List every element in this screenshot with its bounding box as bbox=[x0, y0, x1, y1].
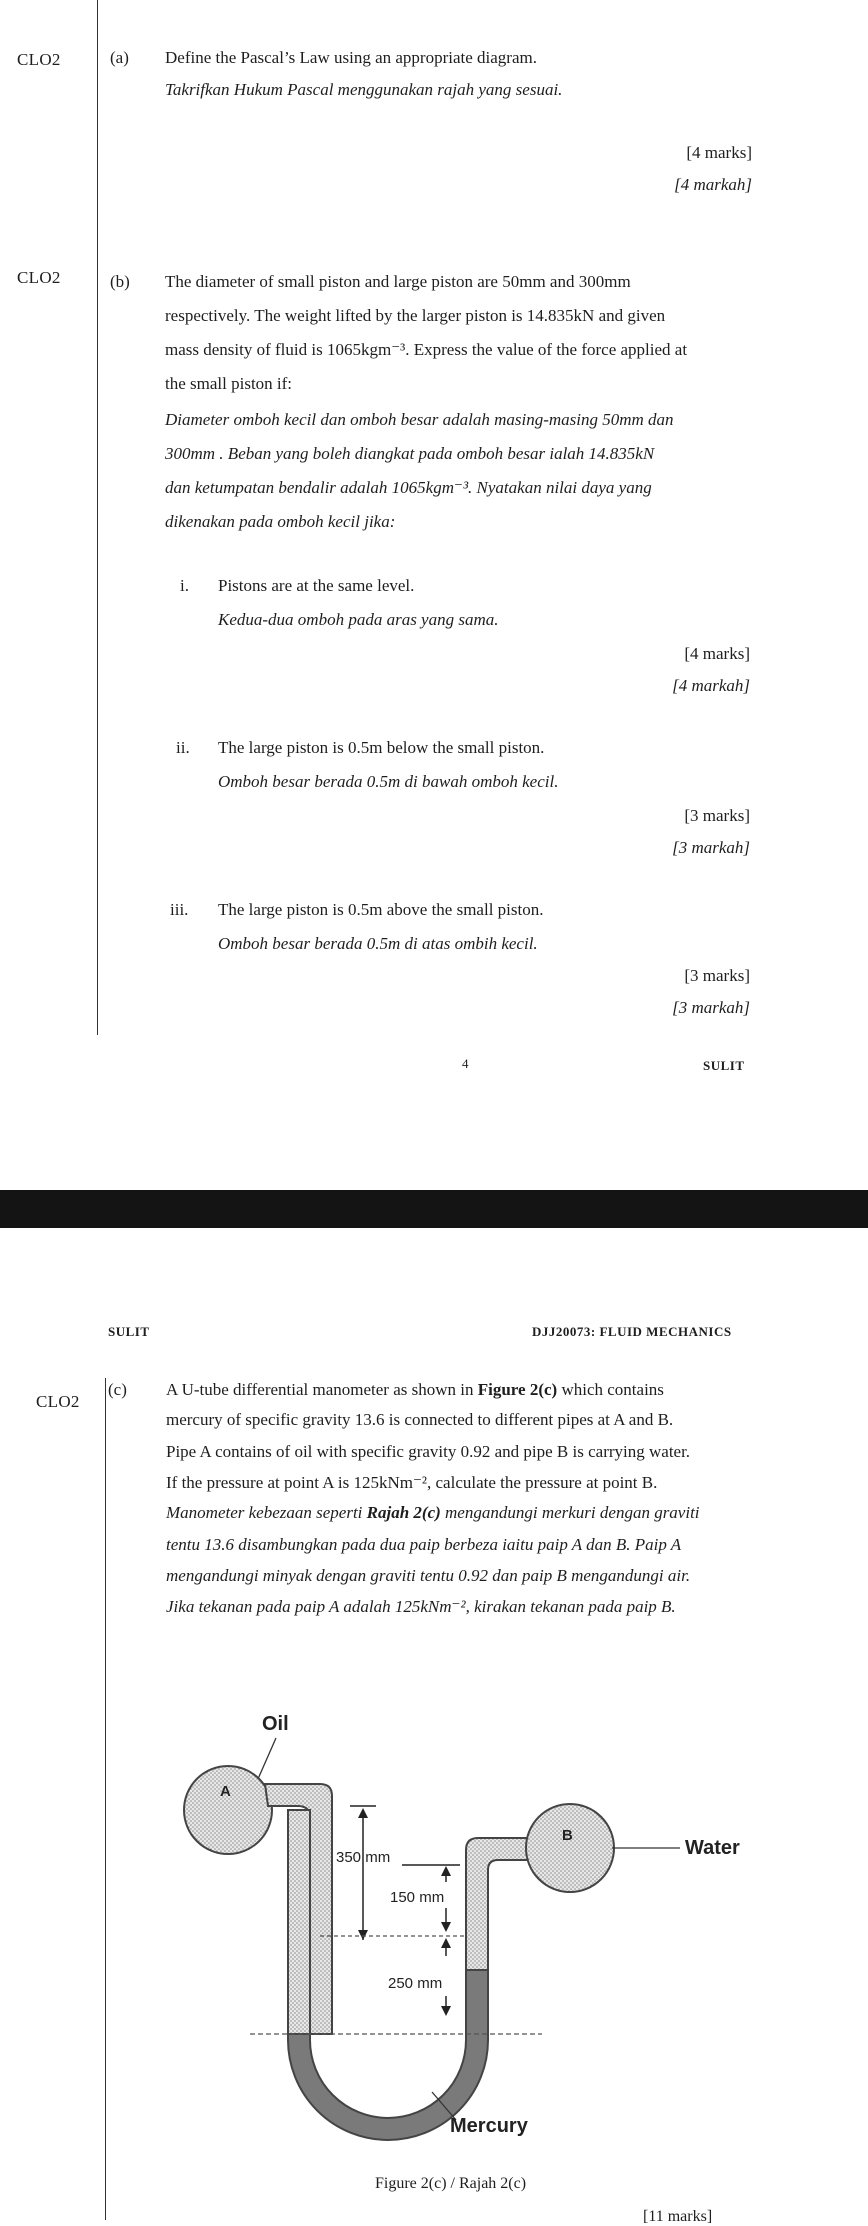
question-b-en-line: mass density of fluid is 1065kgm⁻³. Express the value of the force applied at bbox=[165, 340, 688, 359]
question-a-english: Define the Pascal’s Law using an appropriate diagram. bbox=[165, 48, 537, 67]
label-water: Water bbox=[685, 1837, 740, 1859]
question-c-ms-line: tentu 13.6 disambungkan pada dua paip berbeza iaitu paip A dan B. Paip A bbox=[166, 1535, 682, 1554]
question-c-ms-text: Manometer kebezaan seperti bbox=[166, 1503, 367, 1522]
sub-question-ms: Omboh besar berada 0.5m di atas ombih kecil. bbox=[218, 934, 538, 953]
question-a-malay: Takrifkan Hukum Pascal menggunakan rajah yang sesuai. bbox=[165, 80, 563, 99]
sub-question-number: i. bbox=[180, 576, 189, 595]
sub-marks-ms: [3 markah] bbox=[672, 998, 750, 1017]
question-b-en-line: The diameter of small piston and large piston are 50mm and 300mm bbox=[165, 272, 631, 291]
dim-350-arrow-up bbox=[358, 1808, 368, 1818]
sub-question-en: Pistons are at the same level. bbox=[218, 576, 415, 595]
sub-marks-en: [3 marks] bbox=[684, 966, 750, 985]
question-c-en-line bbox=[166, 1380, 664, 1400]
question-label-c: (c) bbox=[108, 1380, 127, 1399]
dim-150-arrow-down bbox=[441, 1922, 451, 1932]
margin-rule-page2 bbox=[105, 1378, 106, 2220]
question-c-en-text: which contains bbox=[557, 1380, 664, 1399]
clo-tag-b: CLO2 bbox=[17, 268, 61, 287]
question-c-en-line: If the pressure at point A is 125kNm⁻², calculate the pressure at point B. bbox=[166, 1473, 658, 1492]
dim-250-arrow-up bbox=[441, 1938, 451, 1948]
label-oil: Oil bbox=[262, 1713, 289, 1735]
question-c-en-line: Pipe A contains of oil with specific gravity 0.92 and pipe B is carrying water. bbox=[166, 1442, 691, 1461]
sub-marks-ms: [3 markah] bbox=[672, 838, 750, 857]
question-c-ms-line: mengandungi minyak dengan graviti tentu 0.92 dan paip B mengandungi air. bbox=[166, 1566, 691, 1585]
label-mercury: Mercury bbox=[450, 2115, 528, 2137]
header-sulit: SULIT bbox=[108, 1324, 150, 1339]
question-label-b: (b) bbox=[110, 272, 130, 291]
figure-caption: Figure 2(c) / Rajah 2(c) bbox=[375, 2175, 527, 2192]
footer-sulit: SULIT bbox=[703, 1058, 745, 1073]
sub-question-ms: Omboh besar berada 0.5m di bawah omboh kecil. bbox=[218, 772, 559, 791]
sub-question-number: ii. bbox=[176, 738, 190, 757]
page-separator-band bbox=[0, 1190, 868, 1228]
margin-rule-page1 bbox=[97, 0, 98, 1035]
pipe-a bbox=[184, 1766, 272, 1854]
sub-marks-ms: [4 markah] bbox=[672, 676, 750, 695]
question-c-ms-text: mengandungi merkuri dengan graviti bbox=[440, 1503, 700, 1522]
marks-a-ms: [4 markah] bbox=[674, 175, 752, 194]
sub-question-number: iii. bbox=[170, 900, 189, 919]
question-c-en-line: mercury of specific gravity 13.6 is connected to different pipes at A and B. bbox=[166, 1410, 674, 1429]
marks-a-en: [4 marks] bbox=[686, 143, 752, 162]
point-a-label: A bbox=[220, 1783, 231, 1800]
question-label-a: (a) bbox=[110, 48, 129, 67]
sub-question-ms: Kedua-dua omboh pada aras yang sama. bbox=[218, 610, 499, 629]
figure-reference-ms: Rajah 2(c) bbox=[366, 1503, 441, 1522]
sub-marks-en: [4 marks] bbox=[684, 644, 750, 663]
dim-150-arrow-up bbox=[441, 1866, 451, 1876]
pipe-b bbox=[526, 1804, 614, 1892]
question-c-en-text: A U-tube differential manometer as shown in bbox=[166, 1380, 478, 1399]
manometer-figure bbox=[150, 1700, 770, 2150]
marks-c-cut: [11 marks] bbox=[643, 2208, 713, 2225]
figure-reference: Figure 2(c) bbox=[477, 1380, 558, 1399]
question-b-en-line: respectively. The weight lifted by the larger piston is 14.835kN and given bbox=[165, 306, 666, 325]
header-course: DJJ20073: FLUID MECHANICS bbox=[532, 1324, 732, 1339]
dim-250-arrow-down bbox=[441, 2006, 451, 2016]
clo-tag-c: CLO2 bbox=[36, 1392, 80, 1411]
question-b-ms-line: dikenakan pada omboh kecil jika: bbox=[165, 512, 396, 531]
question-b-ms-line: Diameter omboh kecil dan omboh besar adalah masing-masing 50mm dan bbox=[165, 410, 674, 429]
clo-tag-a: CLO2 bbox=[17, 50, 61, 69]
point-b-label: B bbox=[562, 1827, 573, 1844]
dim-350-label: 350 mm bbox=[336, 1849, 391, 1866]
sub-marks-en: [3 marks] bbox=[684, 806, 750, 825]
question-c-ms-line bbox=[166, 1503, 700, 1523]
question-c-ms-line: Jika tekanan pada paip A adalah 125kNm⁻², kirakan tekanan pada paip B. bbox=[166, 1597, 676, 1616]
page-number: 4 bbox=[462, 1056, 469, 1071]
question-b-en-line: the small piston if: bbox=[165, 374, 293, 393]
dim-350-arrow-down bbox=[358, 1930, 368, 1940]
left-leg bbox=[288, 1810, 310, 2034]
dim-250-label: 250 mm bbox=[388, 1975, 443, 1992]
question-b-ms-line: 300mm . Beban yang boleh diangkat pada omboh besar ialah 14.835kN bbox=[165, 444, 655, 463]
sub-question-en: The large piston is 0.5m above the small piston. bbox=[218, 900, 544, 919]
question-b-ms-line: dan ketumpatan bendalir adalah 1065kgm⁻³. Nyatakan nilai daya yang bbox=[165, 478, 652, 497]
dim-150-label: 150 mm bbox=[390, 1889, 445, 1906]
sub-question-en: The large piston is 0.5m below the small piston. bbox=[218, 738, 545, 757]
